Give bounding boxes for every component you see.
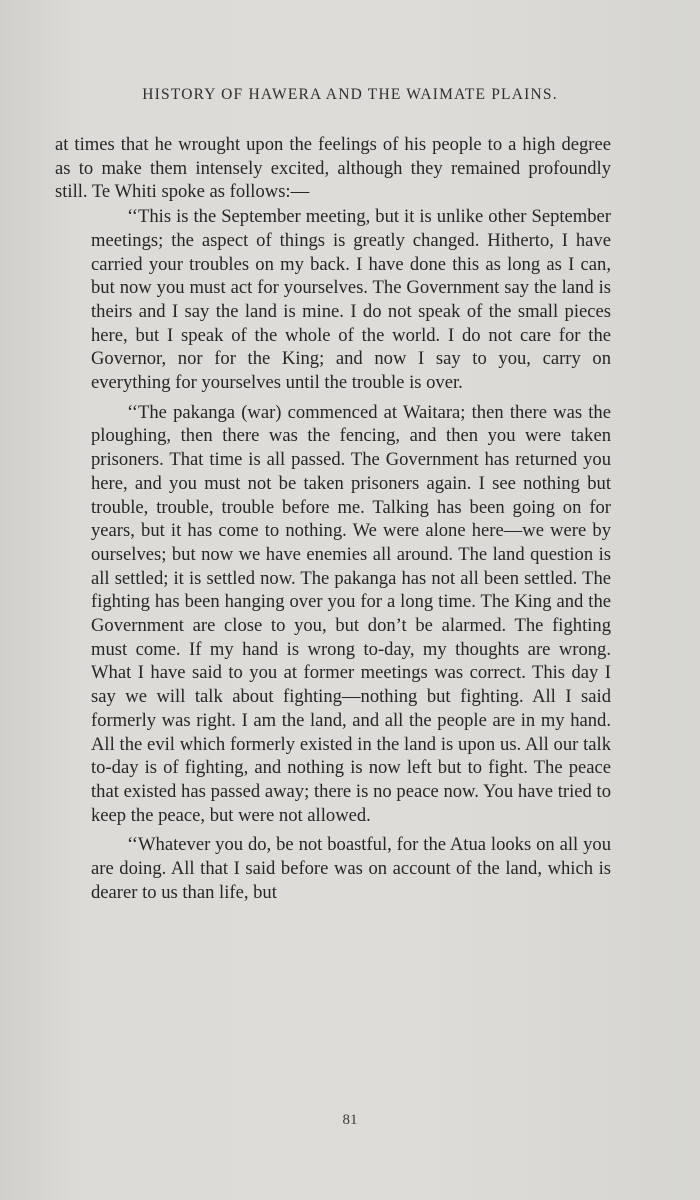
running-head-title: HISTORY OF HAWERA AND THE WAIMATE PLAINS.: [142, 86, 558, 103]
quote-paragraph-1: ‘‘This is the September meeting, but it is unlike other September meetings; the aspect of things is greatly changed. Hitherto, I have carried your troubles on my back. I have done this as long as I can, but now you must act for yourselves. The Government say the land is theirs and I say the land is mine. I do not speak of the small pieces here, but I speak of the whole of the world. I do not care for the Governor, nor for the King; and now I say to you, carry on everything for yourselves until the trouble is over.: [91, 206, 611, 394]
intro-paragraph: at times that he wrought upon the feelings of his people to a high degree as to make them intensely excited, although they remained profoundly still. Te Whiti spoke as follows:—: [55, 134, 611, 203]
quote-paragraph-3: ‘‘Whatever you do, be not boastful, for the Atua looks on all you are doing. All that I said before was on account of the land, which is dearer to us than life, but: [91, 834, 611, 903]
page-body: [55, 133, 611, 905]
quote-paragraph-2: ‘‘The pakanga (war) commenced at Waitara; then there was the ploughing, then there was the fencing, and then you were taken prisoners. That time is all passed. The Government has returned you here, and you must not be taken prisoners again. I see nothing but trouble, trouble, trouble before me. Talking has been going on for years, but it has come to nothing. We were alone here—we were by ourselves; but now we have enemies all around. The land question is all settled; it is settled now. The pakanga has not all been settled. The fighting has been hanging over you for a long time. The King and the Government are close to you, but don’t be alarmed. The fighting must come. If my hand is wrong to-day, my thoughts are wrong. What I have said to you at former meetings was correct. This day I say we will talk about fighting—nothing but fighting. All I said formerly was right. I am the land, and all the people are in my hand. All the evil which formerly existed in the land is upon us. All our talk to-day is of fighting, and nothing is now left but to fight. The peace that existed has passed away; there is no peace now. You have tried to keep the peace, but were not allowed.: [91, 401, 611, 826]
page-number: 81: [342, 1112, 358, 1128]
